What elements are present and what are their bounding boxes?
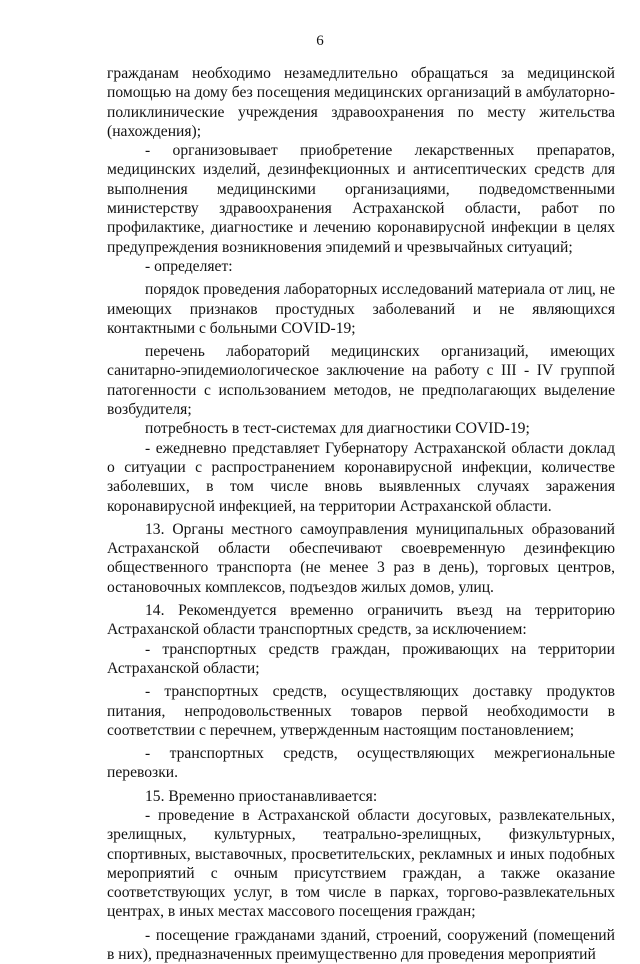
paragraph: - определяет: — [145, 257, 233, 275]
paragraph: перечень лабораторий медицинских организаций, имеющих санитарно-эпидемиологическое заключение на работу с III - IV группой патогенности с использованием методов, не предполагающих выделение возбудителя; — [107, 343, 615, 419]
paragraph: 13. Органы местного самоуправления муниципальных образований Астраханской области обеспечивают своевременную дезинфекцию общественного транспорта (не менее 3 раз в день), торговых центров, остановочных комплексов, подъездов жилых домов, улиц. — [107, 520, 615, 596]
paragraph: потребность в тест-системах для диагностики COVID-19; — [145, 420, 530, 438]
paragraph: - проведение в Астраханской области досуговых, развлекательных, зрелищных, культурных, театрально-зрелищных, физкультурных, спортивных, выставочных, просветительских, рекламных и иных подобных мероприятий с очным присутствием граждан, а также оказание соответствующих услуг, в том числе в парках, торгово-развлекательных центрах, в иных местах массового посещения граждан; — [107, 806, 615, 921]
page-number: 6 — [316, 33, 324, 49]
paragraph: - транспортных средств, осуществляющих межрегиональные перевозки. — [107, 745, 615, 782]
paragraph: - организовывает приобретение лекарственных препаратов, медицинских изделий, дезинфекционных и антисептических средств для выполнения медицинскими организациями, подведомственными министерству здравоохранения Астраханской области, работ по профилактике, диагностике и лечению коронавирусной инфекции в целях предупреждения возникновения эпидемий и чрезвычайных ситуаций; — [107, 142, 615, 256]
paragraph: порядок проведения лабораторных исследований материала от лиц, не имеющих признаков простудных заболеваний и не являющихся контактными с больными COVID-19; — [107, 281, 615, 337]
paragraph: 15. Временно приостанавливается: — [145, 787, 378, 805]
paragraph: - ежедневно представляет Губернатору Астраханской области доклад о ситуации с распространением коронавирусной инфекции, количестве заболевших, в том числе вновь выявленных случаях заражения коронавирусной инфекцией, на территории Астраханской области. — [107, 439, 615, 515]
paragraph: 14. Рекомендуется временно ограничить въезд на территорию Астраханской области транспортных средств, за исключением: — [107, 602, 615, 639]
document-body — [107, 64, 615, 964]
paragraph: - посещение гражданами зданий, строений, сооружений (помещений в них), предназначенных преимущественно для проведения мероприятий — [107, 926, 615, 964]
paragraph: гражданам необходимо незамедлительно обращаться за медицинской помощью на дому без посещения медицинских организаций в амбулаторно-поликлинические учреждения здравоохранения по месту жительства (нахождения); — [107, 65, 615, 140]
paragraph: - транспортных средств граждан, проживающих на территории Астраханской области; — [107, 640, 615, 677]
paragraph: - транспортных средств, осуществляющих доставку продуктов питания, непродовольственных товаров первой необходимости в соответствии с перечнем, утвержденным настоящим постановлением; — [107, 683, 615, 739]
